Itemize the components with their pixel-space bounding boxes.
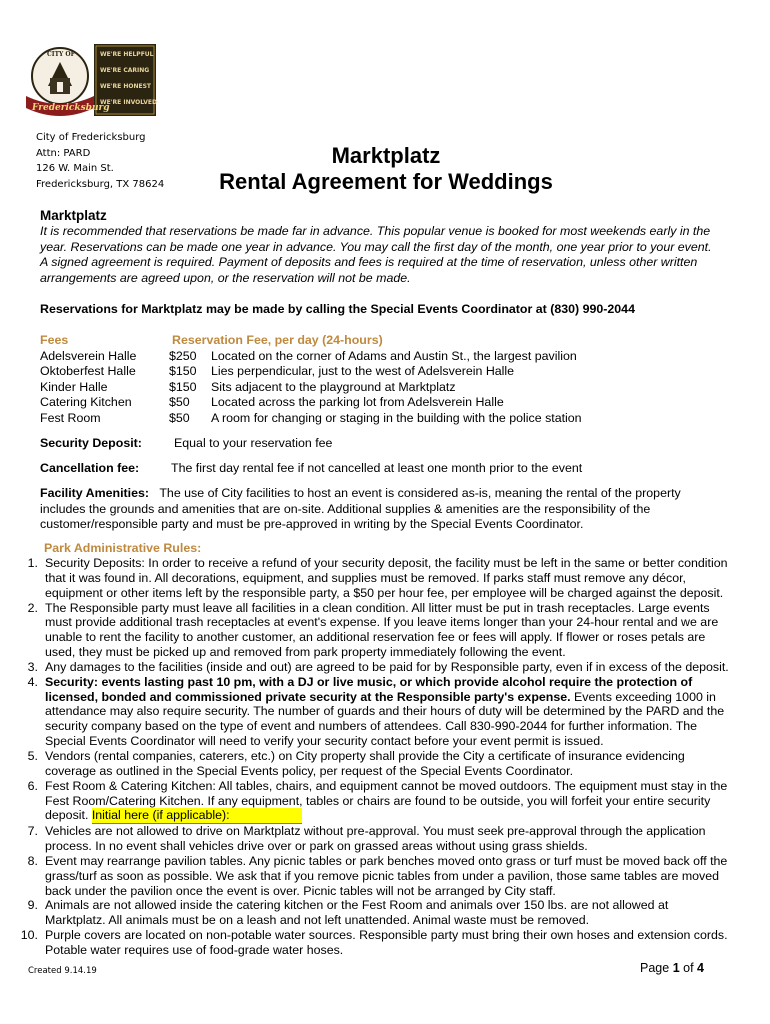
- logo-script-text: Fredericksburg: [32, 103, 110, 113]
- rule-number: 8.: [27, 853, 38, 868]
- rule-line: Any damages to the facilities (inside and out) are agreed to be paid for by Responsible party, even if in excess of the deposit.: [45, 659, 729, 674]
- city-seal-graphic: [22, 42, 158, 122]
- rule-line: Purple covers are located on non-potable water sources. Responsible party must bring their own hoses and extension cords.: [45, 928, 728, 943]
- rule-number: 1.: [27, 556, 38, 570]
- rule-number: 6.: [27, 778, 38, 793]
- logo-panel-line: WE'RE HONEST: [100, 83, 152, 90]
- rule-bold-text: Security: events lasting past 10 pm, with a DJ or live music, or which provide alcohol require the protection of: [45, 674, 693, 689]
- rule-number: 4.: [27, 674, 38, 689]
- reservation-contact: Reservations for Marktplatz may be made by calling the Special Events Coordinator at (830) 990-2044: [40, 302, 635, 316]
- rule-number: 5.: [27, 748, 38, 763]
- security-deposit-value: Equal to your reservation fee: [174, 436, 333, 450]
- fees-heading: Fees: [40, 333, 69, 347]
- amenities-text: The use of City facilities to host an event is considered as-is, meaning the rental of the property: [159, 486, 681, 500]
- intro-paragraph: [40, 224, 740, 286]
- page-current: 1: [672, 961, 680, 975]
- rule-line: Security Deposits: In order to receive a refund of your security deposit, the facility must be left in the same or better condition: [45, 556, 728, 570]
- logo-panel-line: WE'RE HELPFUL: [100, 51, 154, 58]
- rule-item: [0, 854, 770, 899]
- of-word: of: [683, 961, 694, 975]
- fee-facility: Adelsverein Halle: [40, 349, 137, 363]
- rule-line: Special Events Coordinator will need to verify your security contact before your event permit is issued.: [45, 734, 604, 749]
- rule-line: Fest Room/Catering Kitchen. If any equipment, tables or chairs are found to be outside, you will forfeit your entire security: [45, 793, 711, 808]
- rule-number: 7.: [27, 824, 38, 839]
- fee-description: Lies perpendicular, just to the west of Adelsverein Halle: [211, 364, 515, 378]
- logo-panel-line: WE'RE INVOLVED: [100, 99, 157, 106]
- rule-item: [0, 749, 770, 779]
- rule-number: 9.: [27, 898, 38, 913]
- fee-facility: Fest Room: [40, 411, 101, 425]
- reservation-fee-heading: Reservation Fee, per day (24-hours): [172, 333, 383, 347]
- park-rules-list: [0, 556, 770, 958]
- rule-line: grass/turf as soon as possible. We ask that if you remove picnic tables from under a pavilion, those same tables are moved: [45, 868, 720, 883]
- fee-price: $150: [169, 364, 197, 378]
- rule-item: [0, 601, 770, 660]
- facility-amenities: [40, 486, 750, 533]
- intro-line: arrangements are agreed upon, or the reservation will not be made.: [40, 270, 411, 285]
- page-number: [640, 961, 704, 975]
- rule-number: 3.: [27, 659, 38, 674]
- rule-item: [0, 928, 770, 958]
- fee-description: Located across the parking lot from Adelsverein Halle: [211, 395, 504, 409]
- rule-number: 2.: [27, 600, 38, 615]
- rule-item: [0, 556, 770, 601]
- park-rules-heading: Park Administrative Rules:: [44, 541, 202, 555]
- rule-line: coverage as outlined in the Special Events policy, per request of the Special Events Coordinator.: [45, 763, 574, 778]
- fee-facility: Oktoberfest Halle: [40, 364, 136, 378]
- rule-line: Vendors (rental companies, caterers, etc.) on City property shall provide the City a certificate of insurance evidencing: [45, 748, 685, 763]
- rule-item: [0, 898, 770, 928]
- fee-description: A room for changing or staging in the building with the police station: [211, 411, 582, 425]
- address-line: City of Fredericksburg: [36, 132, 146, 143]
- document-title: Marktplatz: [331, 143, 441, 168]
- rule-line: that it was found in. All decorations, equipment, and supplies must be removed. If parks staff must remove any décor,: [45, 570, 686, 585]
- city-logo: [22, 42, 158, 122]
- rule-line: must provide additional trash receptacles at event's expense. If you leave items longer than your 24-hour rental and we are: [45, 615, 719, 630]
- rule-line: Animals are not allowed inside the catering kitchen or the Fest Room and animals over 150 lbs. are not allowed at: [45, 898, 669, 913]
- amenities-line: [40, 486, 750, 502]
- address-line: 126 W. Main St.: [36, 163, 114, 174]
- rule-line: security company based on the type of event and numbers of attendees. Call 830-990-2044 for further information. The: [45, 719, 698, 734]
- fee-facility: Kinder Halle: [40, 380, 108, 394]
- amenities-line: customer/responsible party and must be pre-approved in writing by the Special Events Coordinator.: [40, 517, 584, 532]
- created-date: Created 9.14.19: [28, 966, 97, 976]
- church-door: [57, 82, 63, 92]
- document-subtitle: Rental Agreement for Weddings: [219, 169, 553, 194]
- logo-city-text: CITY OF: [47, 51, 75, 58]
- rule-text: Events exceeding 1000 in: [570, 689, 716, 704]
- fee-description: Located on the corner of Adams and Austin St., the largest pavilion: [211, 349, 577, 363]
- initial-field[interactable]: Initial here (if applicable):: [92, 808, 302, 824]
- rule-item: [0, 779, 770, 825]
- address-line: Fredericksburg, TX 78624: [36, 178, 165, 190]
- rule-line: [45, 675, 770, 690]
- rule-item: [0, 824, 770, 854]
- fee-description: Sits adjacent to the playground at Marktplatz: [211, 380, 456, 394]
- rule-line: equipment or other items left by the responsible party, a $50 per hour fee, per employee will be charged against the deposit.: [45, 585, 724, 600]
- fee-facility: Catering Kitchen: [40, 395, 132, 409]
- rule-line: process. In no event shall vehicles drive over or park on grassed areas without using grass shields.: [45, 839, 588, 854]
- amenities-label: Facility Amenities:: [40, 486, 150, 500]
- rule-line: Fest Room & Catering Kitchen: All tables, chairs, and equipment cannot be moved outdoors. The equipment must stay in the: [45, 778, 728, 793]
- rule-line: Vehicles are not allowed to drive on Marktplatz without pre-approval. You must seek pre-approval through the application: [45, 824, 706, 839]
- amenities-line: includes the grounds and amenities that are on-site. Additional supplies & amenities are the responsibility of the: [40, 501, 651, 516]
- cancellation-value: The first day rental fee if not cancelled at least one month prior to the event: [171, 461, 583, 475]
- section-heading: Marktplatz: [40, 208, 107, 223]
- rule-line: unable to rent the facility to another customer, an additional reservation fee or fees will apply. If flower or roses petals are: [45, 630, 706, 645]
- cancellation-label: Cancellation fee:: [40, 461, 140, 475]
- security-deposit-label: Security Deposit:: [40, 436, 142, 450]
- rule-line: Potable water requires use of food-grade water hoses.: [45, 942, 344, 957]
- rule-line: Marktplatz. All animals must be on a leash and not left unattended. Animal waste must be removed.: [45, 913, 590, 928]
- intro-line: It is recommended that reservations be made far in advance. This popular venue is booked for most weekends early in the: [40, 224, 711, 238]
- address-line: Attn: PARD: [36, 147, 91, 159]
- rule-item: [0, 675, 770, 749]
- rule-bold-text: licensed, bonded and commissioned private security at the Responsible party's expense.: [45, 689, 571, 704]
- rule-line: attendance may also require security. The number of guards and their hours of duty will be determined by the PARD and the: [45, 704, 725, 719]
- rule-line: The Responsible party must leave all facilities in a clean condition. All litter must be put in trash receptacles. Large events: [45, 600, 710, 615]
- fee-price: $50: [169, 395, 190, 409]
- fee-price: $250: [169, 349, 197, 363]
- rule-line: [45, 808, 770, 824]
- fee-price: $50: [169, 411, 190, 425]
- rule-item: [0, 660, 770, 675]
- page-total: 4: [697, 961, 704, 975]
- rule-line: back under the pavilion once the event is over. Picnic tables will not be arranged by City staff.: [45, 883, 556, 898]
- rule-line: [45, 690, 770, 705]
- rule-line: Event may rearrange pavilion tables. Any picnic tables or park benches moved onto grass or turf must be moved back off the: [45, 853, 728, 868]
- page-word: Page: [640, 961, 670, 975]
- fee-price: $150: [169, 380, 197, 394]
- rule-number: 10.: [20, 928, 38, 943]
- mailing-address: [36, 130, 164, 192]
- intro-line: A signed agreement is required. Payment of deposits and fees is required at the time of reservation, unless other written: [40, 255, 698, 270]
- rule-line: used, they must be picked up and removed from park property immediately following the event.: [45, 645, 566, 660]
- intro-line: year. Reservations can be made one year in advance. You may call the first day of the month, one year prior to your event.: [40, 239, 712, 254]
- rule-text: deposit.: [45, 808, 92, 823]
- logo-panel-line: WE'RE CARING: [100, 67, 150, 74]
